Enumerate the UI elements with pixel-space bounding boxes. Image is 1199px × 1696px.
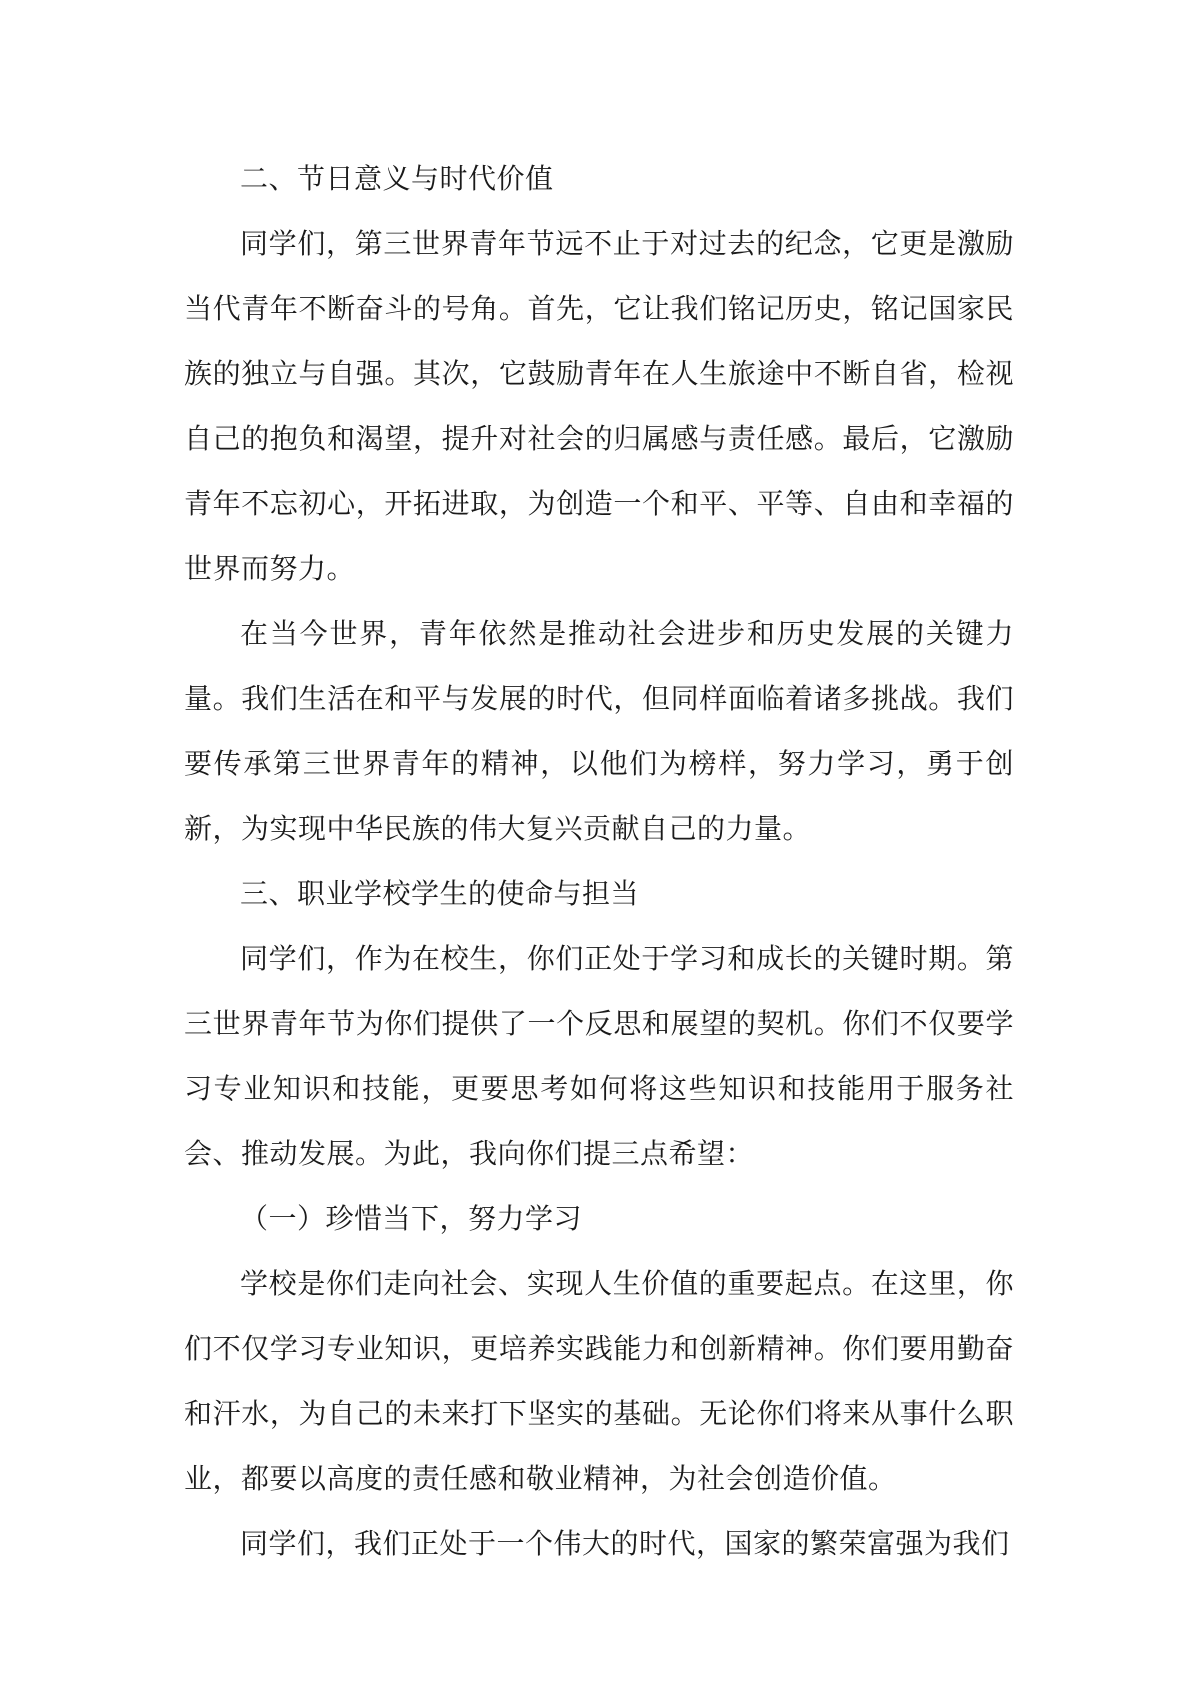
subsection-heading-study-hard: （一）珍惜当下，努力学习 bbox=[240, 1202, 583, 1235]
paragraph-student-mission: 同学们，作为在校生，你们正处于学习和成长的关键时期。第三世界青年节为你们提供了一个反思和展望的契机。你们不仅要学习专业知识和技能，更要思考如何将这些知识和技能用于服务社会、推动发展。为此，我向你们提三点希望： bbox=[184, 942, 1014, 1170]
paragraph-youth-today: 在当今世界，青年依然是推动社会进步和历史发展的关键力量。我们生活在和平与发展的时代，但同样面临着诸多挑战。我们要传承第三世界青年的精神，以他们为榜样，努力学习，勇于创新，为实现中华民族的伟大复兴贡献自己的力量。 bbox=[184, 617, 1014, 845]
paragraph-study-hard: 学校是你们走向社会、实现人生价值的重要起点。在这里，你们不仅学习专业知识，更培养实践能力和创新精神。你们要用勤奋和汗水，为自己的未来打下坚实的基础。无论你们将来从事什么职业，都要以高度的责任感和敬业精神，为社会创造价值。 bbox=[184, 1267, 1014, 1495]
paragraph-great-era: 同学们，我们正处于一个伟大的时代，国家的繁荣富强为我们 bbox=[240, 1527, 1010, 1560]
paragraph-festival-significance: 同学们，第三世界青年节远不止于对过去的纪念，它更是激励当代青年不断奋斗的号角。首先，它让我们铭记历史，铭记国家民族的独立与自强。其次，它鼓励青年在人生旅途中不断自省，检视自己的抱负和渴望，提升对社会的归属感与责任感。最后，它激励青年不忘初心，开拓进取，为创造一个和平、平等、自由和幸福的世界而努力。 bbox=[184, 227, 1014, 585]
section-heading-student-mission: 三、职业学校学生的使命与担当 bbox=[240, 877, 640, 910]
section-heading-festival-significance: 二、节日意义与时代价值 bbox=[240, 162, 554, 195]
document-body bbox=[184, 146, 1014, 1576]
